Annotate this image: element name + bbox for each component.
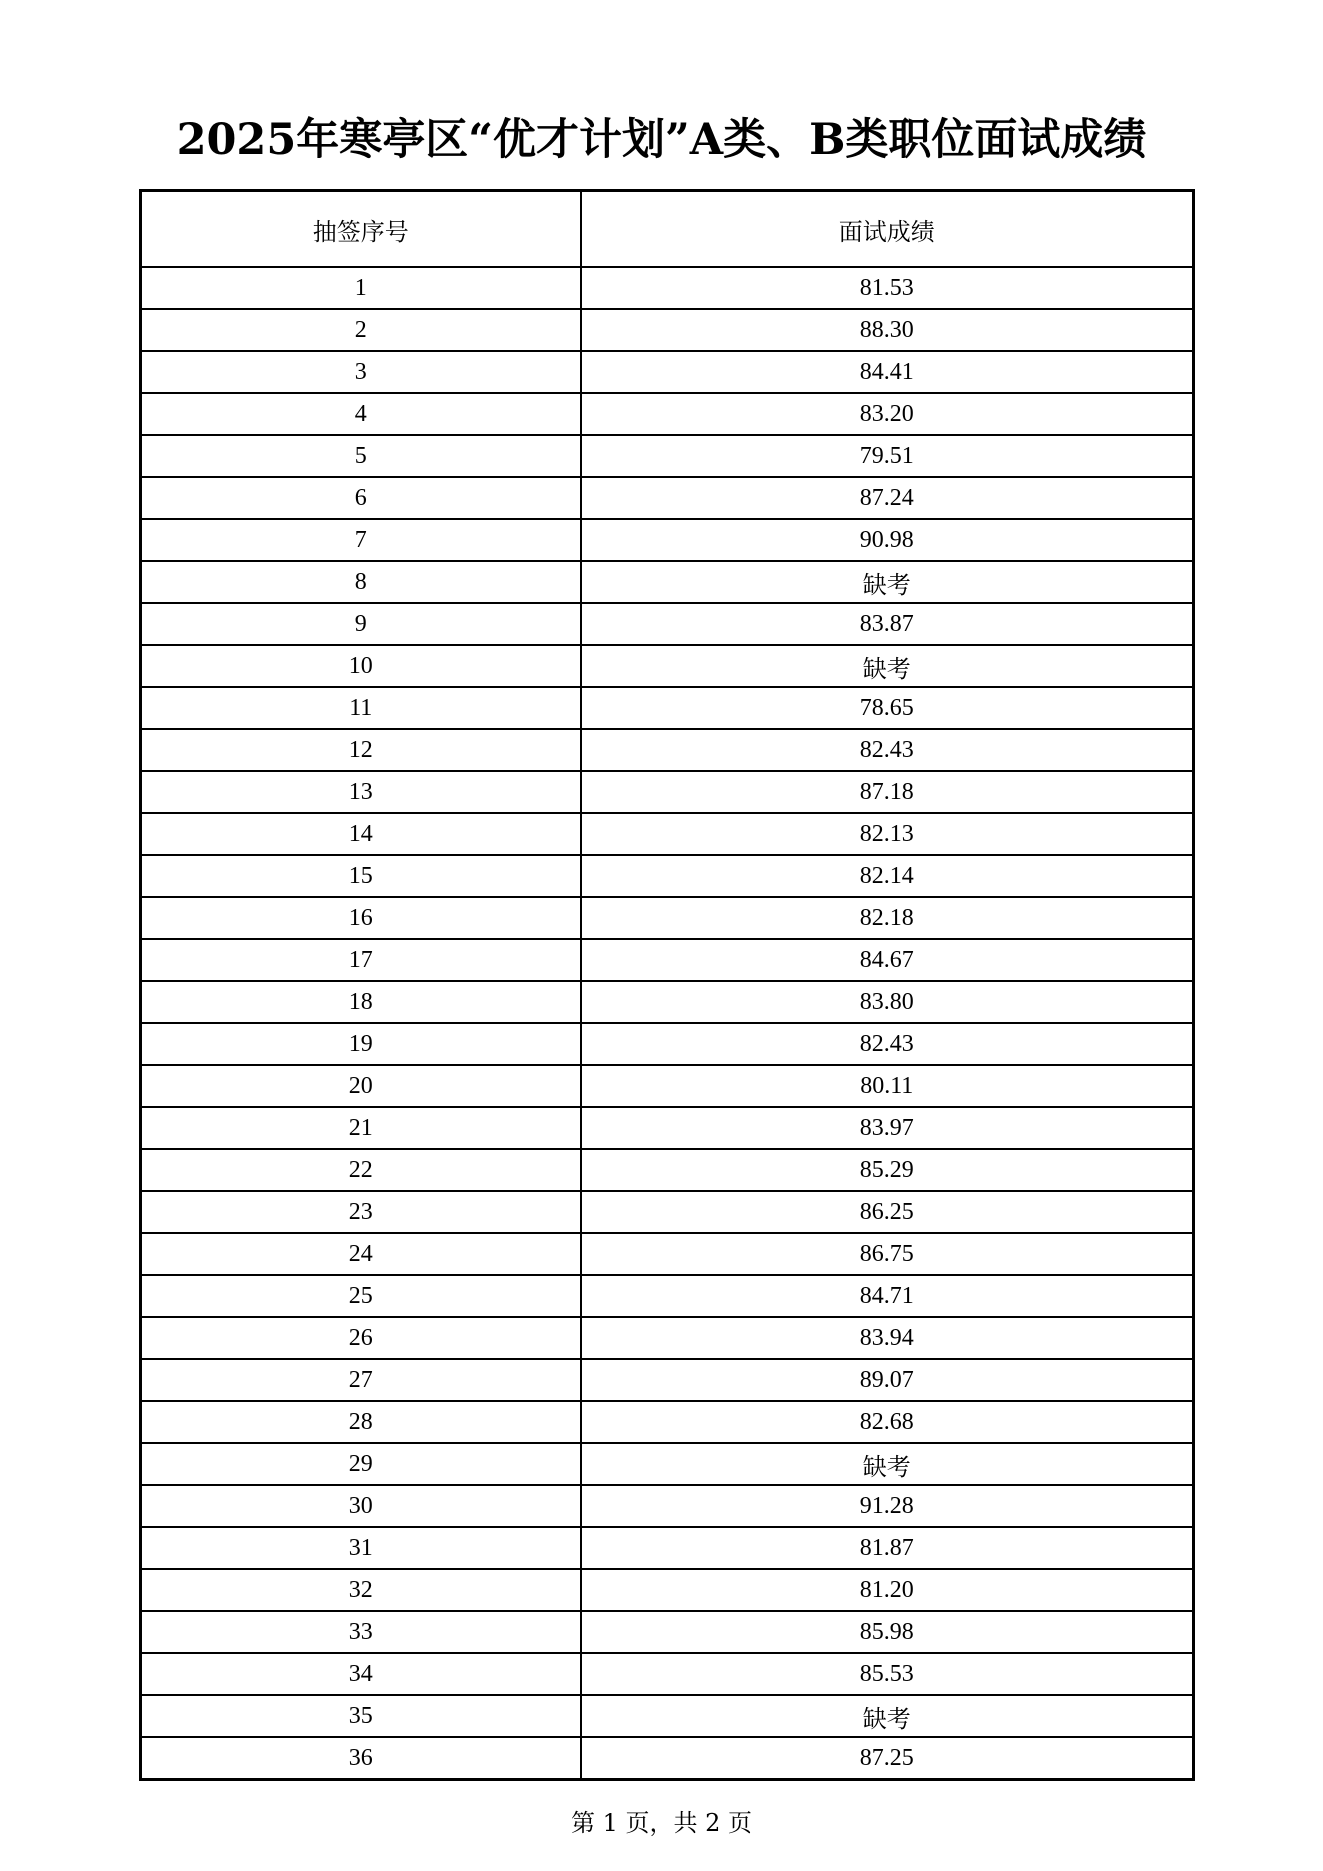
draw-number-cell: 4 — [141, 393, 581, 435]
draw-number-cell: 26 — [141, 1317, 581, 1359]
draw-number-cell: 12 — [141, 729, 581, 771]
table-row — [141, 603, 1194, 645]
draw-number-cell: 33 — [141, 1611, 581, 1653]
draw-number-cell: 36 — [141, 1737, 581, 1780]
table-row — [141, 1401, 1194, 1443]
table-row — [141, 477, 1194, 519]
draw-number-cell: 1 — [141, 267, 581, 309]
interview-score-cell: 83.87 — [581, 603, 1194, 645]
interview-score-cell: 缺考 — [581, 1443, 1194, 1485]
table-row — [141, 519, 1194, 561]
draw-number-cell: 9 — [141, 603, 581, 645]
draw-number-cell: 16 — [141, 897, 581, 939]
draw-number-cell: 19 — [141, 1023, 581, 1065]
interview-score-cell: 80.11 — [581, 1065, 1194, 1107]
interview-score-cell: 85.53 — [581, 1653, 1194, 1695]
table-row — [141, 1191, 1194, 1233]
table-row — [141, 1317, 1194, 1359]
draw-number-cell: 24 — [141, 1233, 581, 1275]
draw-number-cell: 32 — [141, 1569, 581, 1611]
table-row — [141, 1485, 1194, 1527]
interview-score-cell: 91.28 — [581, 1485, 1194, 1527]
interview-score-cell: 90.98 — [581, 519, 1194, 561]
interview-score-cell: 87.24 — [581, 477, 1194, 519]
draw-number-cell: 29 — [141, 1443, 581, 1485]
draw-number-cell: 15 — [141, 855, 581, 897]
interview-score-cell: 83.20 — [581, 393, 1194, 435]
draw-number-cell: 5 — [141, 435, 581, 477]
draw-number-cell: 31 — [141, 1527, 581, 1569]
table-row — [141, 771, 1194, 813]
draw-number-cell: 34 — [141, 1653, 581, 1695]
interview-score-cell: 87.18 — [581, 771, 1194, 813]
table-row — [141, 1149, 1194, 1191]
table-row — [141, 309, 1194, 351]
interview-score-cell: 82.68 — [581, 1401, 1194, 1443]
table-row — [141, 1023, 1194, 1065]
table-row — [141, 267, 1194, 309]
draw-number-cell: 25 — [141, 1275, 581, 1317]
draw-number-cell: 27 — [141, 1359, 581, 1401]
interview-score-cell: 81.53 — [581, 267, 1194, 309]
interview-score-cell: 82.43 — [581, 1023, 1194, 1065]
score-table — [139, 189, 1195, 1781]
interview-score-cell: 83.80 — [581, 981, 1194, 1023]
table-header-row — [141, 191, 1194, 268]
draw-number-cell: 8 — [141, 561, 581, 603]
draw-number-cell: 35 — [141, 1695, 581, 1737]
table-row — [141, 729, 1194, 771]
interview-score-cell: 83.94 — [581, 1317, 1194, 1359]
table-row — [141, 435, 1194, 477]
draw-number-cell: 6 — [141, 477, 581, 519]
draw-number-cell: 18 — [141, 981, 581, 1023]
interview-score-cell: 87.25 — [581, 1737, 1194, 1780]
interview-score-cell: 缺考 — [581, 645, 1194, 687]
table-row — [141, 393, 1194, 435]
interview-score-cell: 82.14 — [581, 855, 1194, 897]
draw-number-cell: 13 — [141, 771, 581, 813]
interview-score-cell: 85.98 — [581, 1611, 1194, 1653]
table-row — [141, 645, 1194, 687]
table-row — [141, 813, 1194, 855]
draw-number-cell: 21 — [141, 1107, 581, 1149]
draw-number-cell: 2 — [141, 309, 581, 351]
table-row — [141, 1653, 1194, 1695]
interview-score-cell: 82.18 — [581, 897, 1194, 939]
interview-score-cell: 84.71 — [581, 1275, 1194, 1317]
draw-number-cell: 14 — [141, 813, 581, 855]
interview-score-cell: 88.30 — [581, 309, 1194, 351]
interview-score-cell: 84.67 — [581, 939, 1194, 981]
table-row — [141, 855, 1194, 897]
interview-score-cell: 83.97 — [581, 1107, 1194, 1149]
interview-score-cell: 82.13 — [581, 813, 1194, 855]
interview-score-cell: 缺考 — [581, 561, 1194, 603]
draw-number-cell: 11 — [141, 687, 581, 729]
page-footer: 第 1 页，共 2 页 — [570, 1809, 753, 1837]
table-row — [141, 897, 1194, 939]
interview-score-cell: 78.65 — [581, 687, 1194, 729]
page-title: 2025年寒亭区“优才计划”A类、B类职位面试成绩 — [176, 115, 1147, 165]
table-row — [141, 1233, 1194, 1275]
interview-score-cell: 79.51 — [581, 435, 1194, 477]
header-interview-score: 面试成绩 — [581, 191, 1194, 268]
table-row — [141, 1695, 1194, 1737]
draw-number-cell: 23 — [141, 1191, 581, 1233]
table-row — [141, 1611, 1194, 1653]
table-row — [141, 1527, 1194, 1569]
table-row — [141, 981, 1194, 1023]
table-row — [141, 351, 1194, 393]
table-row — [141, 1107, 1194, 1149]
interview-score-cell: 82.43 — [581, 729, 1194, 771]
table-row — [141, 561, 1194, 603]
score-table-body — [141, 267, 1194, 1780]
interview-score-cell: 89.07 — [581, 1359, 1194, 1401]
table-row — [141, 1275, 1194, 1317]
table-row — [141, 1737, 1194, 1780]
draw-number-cell: 22 — [141, 1149, 581, 1191]
draw-number-cell: 7 — [141, 519, 581, 561]
interview-score-cell: 84.41 — [581, 351, 1194, 393]
interview-score-cell: 86.75 — [581, 1233, 1194, 1275]
interview-score-cell: 缺考 — [581, 1695, 1194, 1737]
draw-number-cell: 20 — [141, 1065, 581, 1107]
interview-score-cell: 85.29 — [581, 1149, 1194, 1191]
header-draw-number: 抽签序号 — [141, 191, 581, 268]
draw-number-cell: 17 — [141, 939, 581, 981]
interview-score-cell: 81.87 — [581, 1527, 1194, 1569]
draw-number-cell: 28 — [141, 1401, 581, 1443]
draw-number-cell: 10 — [141, 645, 581, 687]
table-row — [141, 939, 1194, 981]
interview-score-cell: 81.20 — [581, 1569, 1194, 1611]
table-row — [141, 1443, 1194, 1485]
table-row — [141, 687, 1194, 729]
table-row — [141, 1065, 1194, 1107]
table-row — [141, 1569, 1194, 1611]
draw-number-cell: 3 — [141, 351, 581, 393]
table-row — [141, 1359, 1194, 1401]
interview-score-cell: 86.25 — [581, 1191, 1194, 1233]
draw-number-cell: 30 — [141, 1485, 581, 1527]
